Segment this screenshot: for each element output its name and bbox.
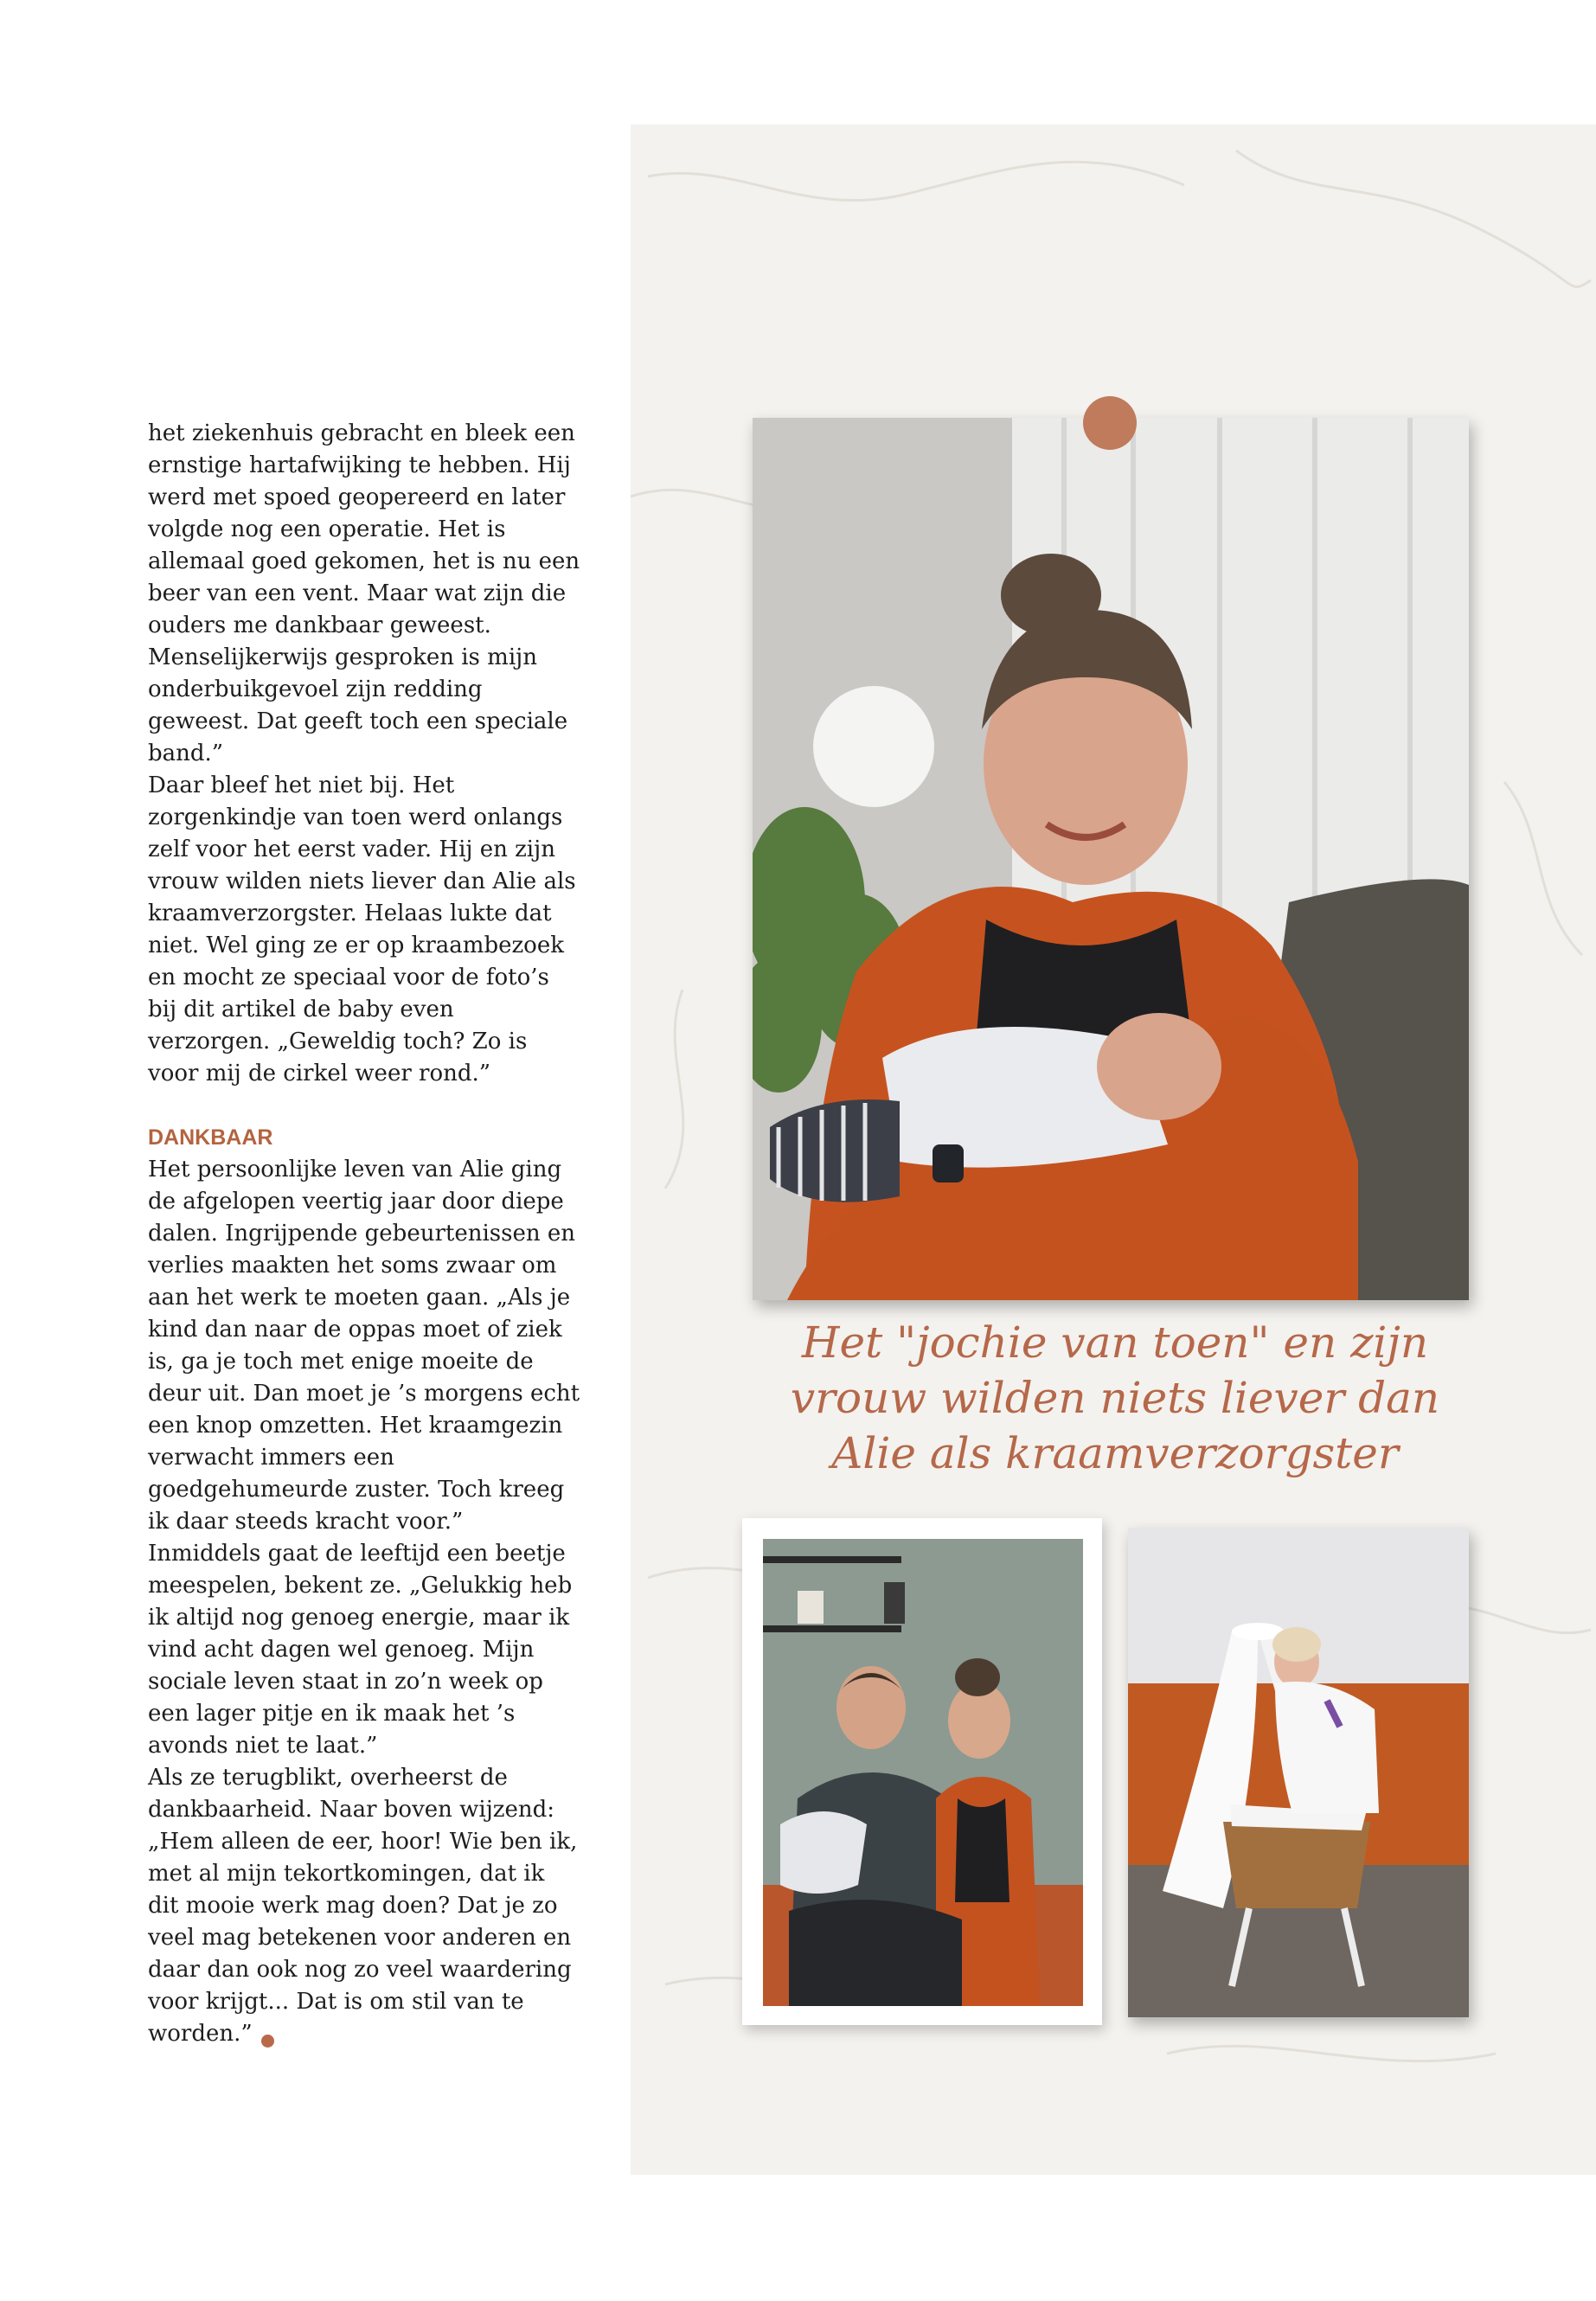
family-photo — [763, 1539, 1083, 2006]
article-end-dot — [261, 2035, 274, 2048]
photo-illustration — [763, 1539, 1083, 2006]
photo-illustration — [1128, 1528, 1469, 2017]
caption-line: Het "jochie van toen" en zijn — [801, 1317, 1429, 1368]
caption-line: vrouw wilden niets liever dan — [790, 1373, 1440, 1423]
article-paragraph: Het persoonlijke leven van Alie ging de afgelopen veertig jaar door diepe dalen. Ingrijpende gebeurtenissen en verlies maakten het soms zwaar om aan het werk te moeten gaan. „Als je kind dan naar de oppas moet of ziek is, ga je toch met enige moeite de deur uit. Dan moet je ’s morgens echt een knop omzetten. Het kraamgezin verwacht immers een goedgehumeurde zuster. Toch kreeg ik daar steeds kracht voor.” — [148, 1157, 580, 1535]
section-heading: DANKBAAR — [148, 1125, 273, 1150]
article-paragraph-last — [148, 1762, 580, 2050]
article-paragraph: het ziekenhuis gebracht en bleek een ernstige hartafwijking te hebben. Hij werd met spoed geopereerd en later volgde nog een operatie. Het is allemaal goed gekomen, het is nu een beer van een vent. Maar wat zijn die ouders me dankbaar geweest. Menselijkerwijs gesproken is mijn onderbuikgevoel zijn redding geweest. Dat geeft toch een speciale band.” — [148, 420, 580, 766]
article-paragraph: Daar bleef het niet bij. Het zorgenkindje van toen werd onlangs zelf voor het eerst vader. Hij en zijn vrouw wilden niets liever dan Alie als kraamverzorgster. Helaas lukte dat niet. Wel ging ze er op kraambezoek en mocht ze speciaal voor de foto’s bij dit artikel de baby even verzorgen. „Geweldig toch? Zo is voor mij de cirkel weer rond.” — [148, 772, 576, 1086]
caption-line: Alie als kraamverzorgster — [831, 1428, 1399, 1478]
article-paragraph-text: Als ze terugblikt, overheerst de dankbaarheid. Naar boven wijzend: „Hem alleen de eer, hoor! Wie ben ik, met al mijn tekortkomingen, dat ik dit mooie werk mag doen? Dat je zo veel mag betekenen voor anderen en daar dan ook nog zo veel waardering voor krijgt... Dat is om stil van te worden.” — [148, 1765, 578, 2047]
polaroid-family-photo — [742, 1518, 1102, 2025]
photo-caption — [752, 1315, 1478, 1481]
article-text-column — [148, 418, 580, 2050]
photo-illustration — [753, 418, 1469, 1300]
nurse-cradle-photo — [1128, 1528, 1469, 2017]
article-paragraph: Inmiddels gaat de leeftijd een beetje meespelen, bekent ze. „Gelukkig heb ik altijd nog genoeg energie, maar ik vind acht dagen wel genoeg. Mijn sociale leven staat in zo’n week op een lager pitje en ik maak het ’s avonds niet te laat.” — [148, 1541, 573, 1759]
photo-pin — [1083, 396, 1137, 450]
main-photo-mother-baby — [753, 418, 1469, 1300]
